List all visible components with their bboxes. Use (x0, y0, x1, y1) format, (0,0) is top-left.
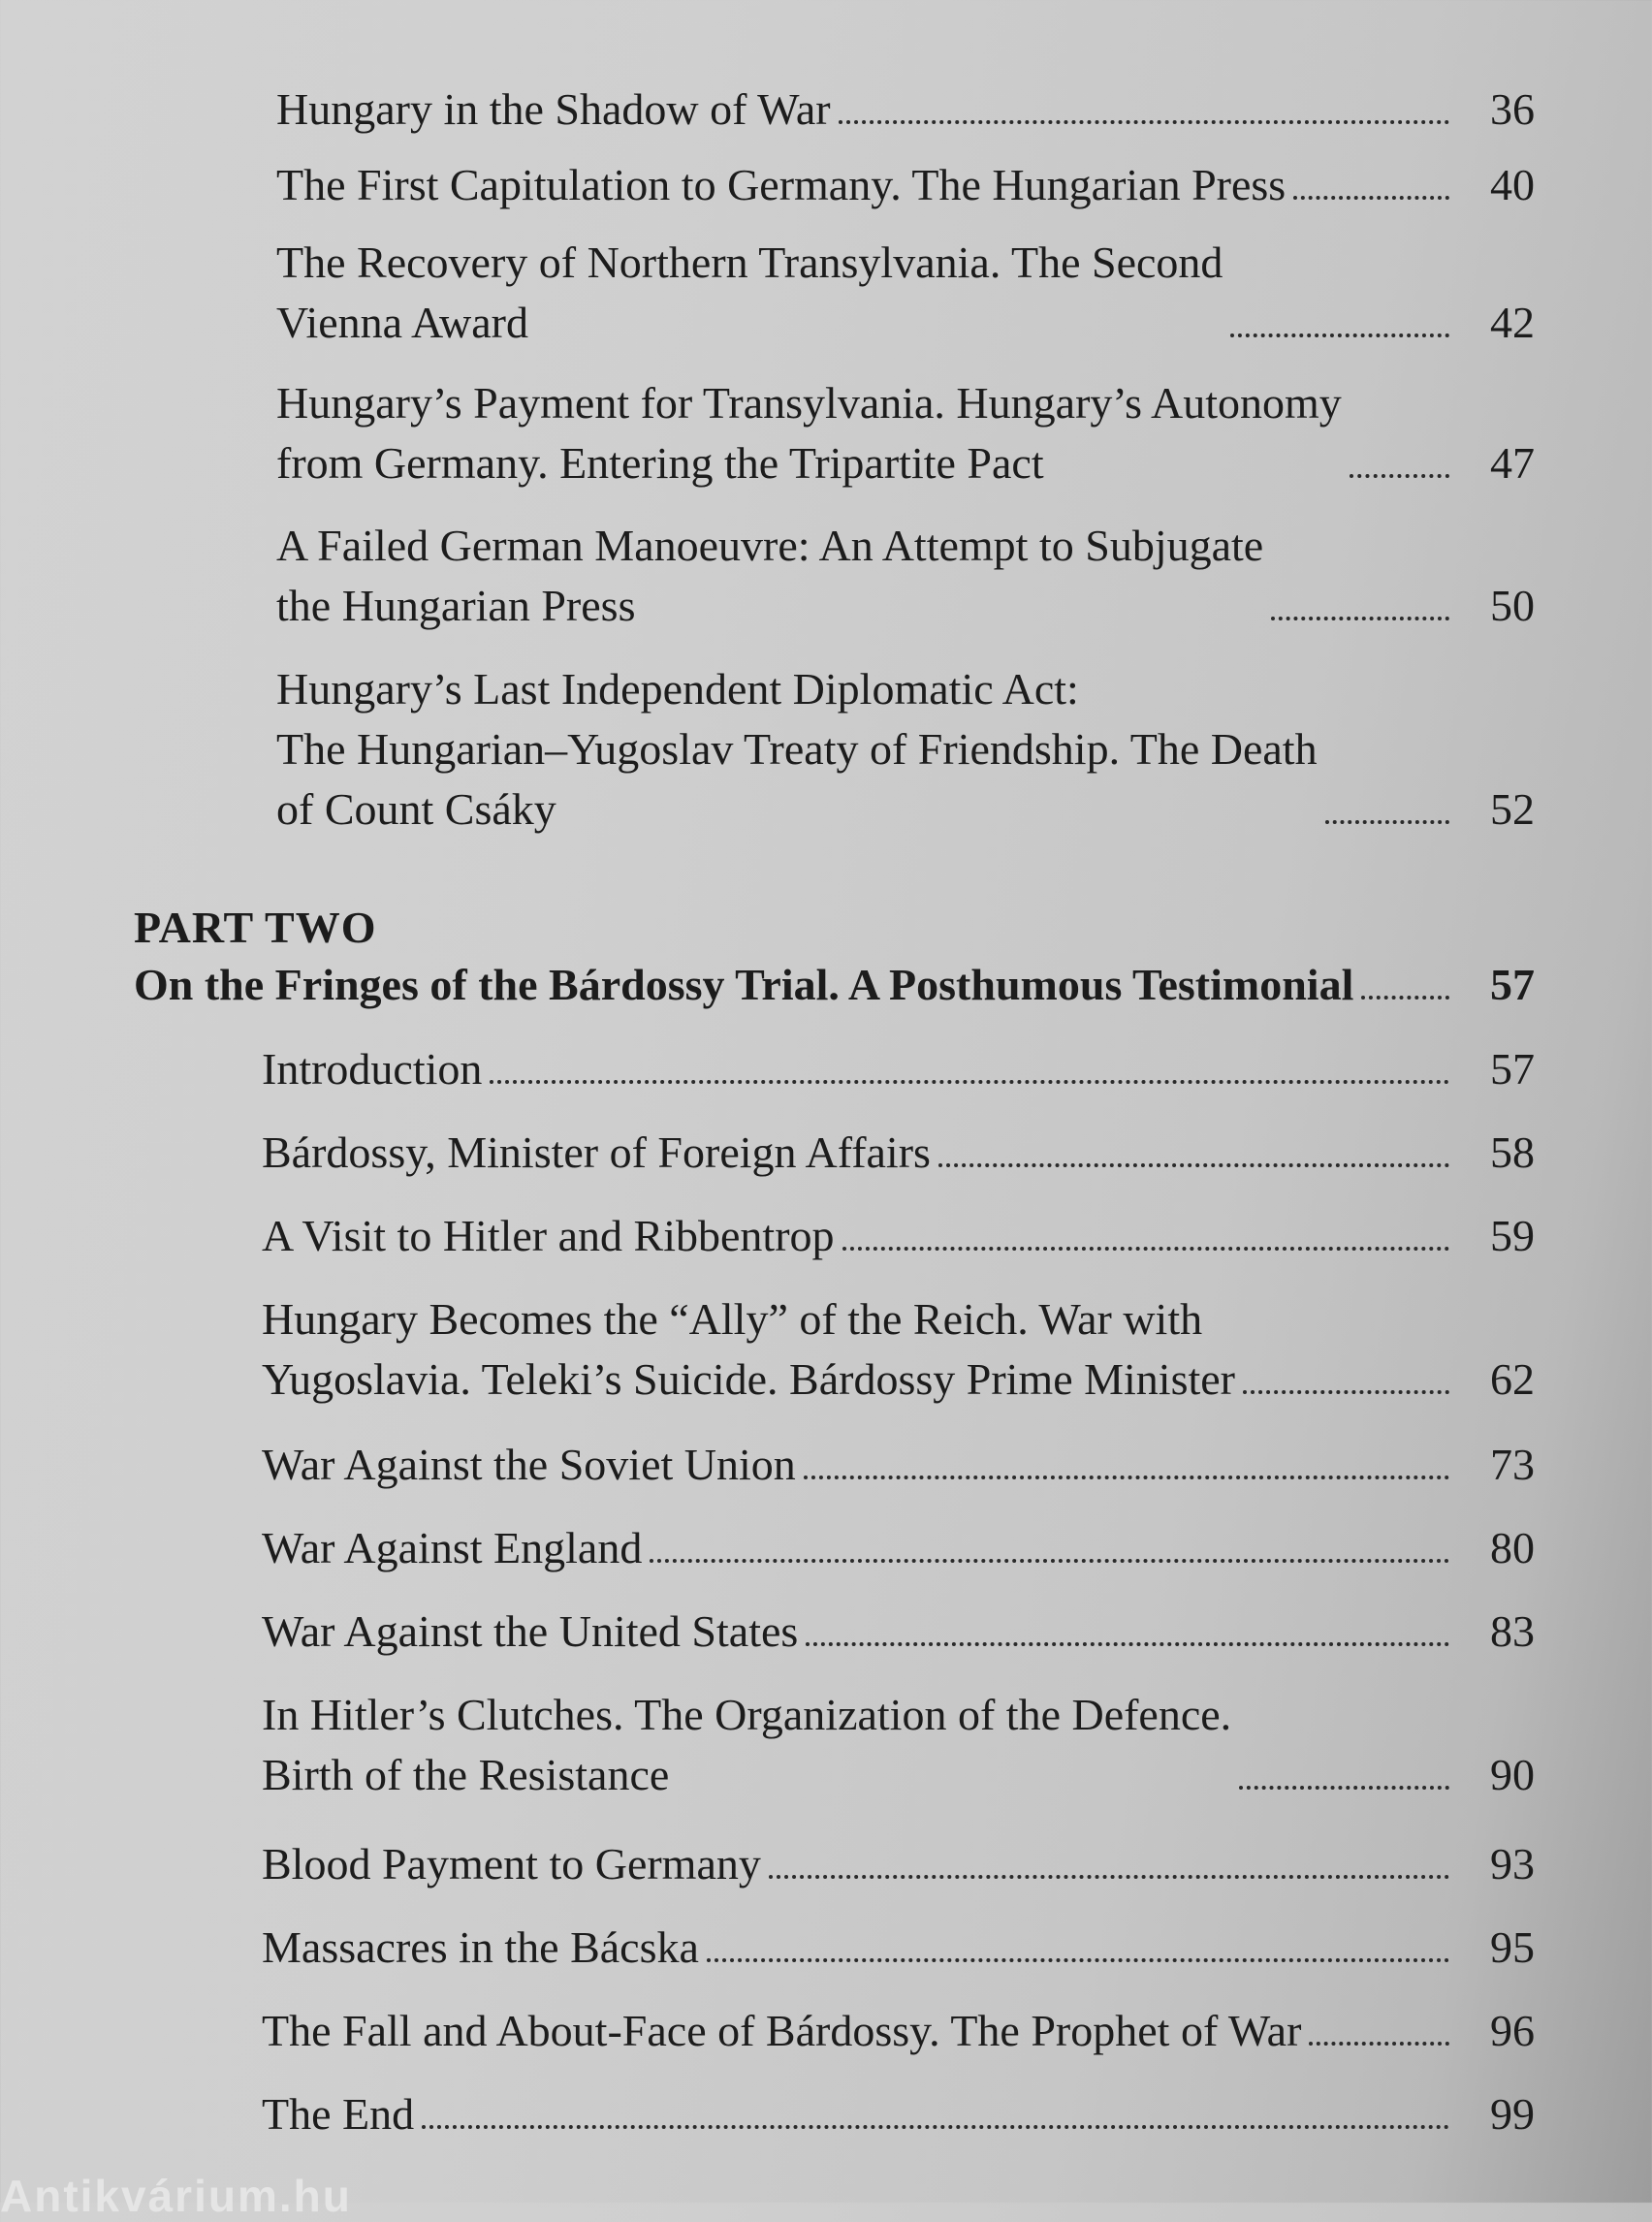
toc-entry (262, 2084, 1535, 2144)
dot-leader (769, 1875, 1449, 1879)
toc-entry (262, 1123, 1535, 1183)
toc-entry-title: Hungary’s Last Independent Diplomatic Act: (276, 664, 1079, 714)
toc-entry-title: Bárdossy, Minister of Foreign Affairs (262, 1127, 931, 1177)
toc-entry-page: 42 (1490, 298, 1535, 347)
toc-entry-title: War Against England (262, 1523, 643, 1572)
part-label: PART TWO (134, 903, 377, 952)
part-title-page: 57 (1490, 960, 1535, 1009)
toc-entry-title: A Visit to Hitler and Ribbentrop (262, 1211, 835, 1260)
dot-leader (1361, 996, 1449, 1000)
toc-entry-page: 52 (1490, 784, 1535, 834)
toc-entry-title: War Against the United States (262, 1606, 799, 1656)
dot-leader (650, 1559, 1449, 1563)
toc-entry (262, 1206, 1535, 1266)
toc-entry (276, 233, 1535, 353)
toc-entry-title-cont: the Hungarian Press (276, 581, 636, 630)
toc-entry (262, 1289, 1535, 1410)
toc-entry-title: The First Capitulation to Germany. The Hungarian Press (276, 160, 1287, 209)
toc-entry-page: 83 (1490, 1606, 1535, 1656)
toc-entry-page: 96 (1490, 2006, 1535, 2055)
toc-entry-title-cont: The Hungarian–Yugoslav Treaty of Friendship. The Death (276, 724, 1318, 774)
toc-entry-title-cont: Birth of the Resistance (262, 1750, 670, 1799)
toc-entry (262, 1918, 1535, 1978)
toc-entry-page: 80 (1490, 1523, 1535, 1572)
toc-entry (276, 155, 1535, 215)
watermark: Antikvárium.hu (0, 2171, 352, 2221)
dot-leader (842, 1247, 1449, 1251)
dot-leader (1271, 617, 1449, 620)
toc-entry-page: 59 (1490, 1211, 1535, 1260)
toc-entry (276, 373, 1535, 493)
toc-entry-title: The End (262, 2089, 415, 2139)
dot-leader (1230, 333, 1449, 337)
toc-entry-page: 36 (1490, 84, 1535, 134)
toc-entry-page: 73 (1490, 1440, 1535, 1489)
toc-entry-page: 90 (1490, 1750, 1535, 1799)
toc-entry-title: In Hitler’s Clutches. The Organization of the Defence. (262, 1690, 1232, 1739)
toc-entry-title-cont: Yugoslavia. Teleki’s Suicide. Bárdossy Prime Minister (262, 1354, 1236, 1404)
toc-entry (276, 79, 1535, 140)
toc-entry-title: War Against the Soviet Union (262, 1440, 796, 1489)
dot-leader (422, 2125, 1449, 2129)
toc-entry-title: Massacres in the Bácska (262, 1922, 699, 1972)
toc-entry-title: Hungary’s Payment for Transylvania. Hungary’s Autonomy (276, 378, 1342, 428)
dot-leader (707, 1958, 1449, 1962)
toc-entry-page: 50 (1490, 581, 1535, 630)
toc-entry-title-cont: of Count Csáky (276, 784, 556, 834)
toc-entry-page: 40 (1490, 160, 1535, 209)
toc-entry-page: 58 (1490, 1127, 1535, 1177)
toc-entry-title: Blood Payment to Germany (262, 1839, 761, 1889)
dot-leader (806, 1642, 1449, 1646)
toc-entry-page: 99 (1490, 2089, 1535, 2139)
dot-leader (1239, 1786, 1449, 1790)
toc-entry-title: A Failed German Manoeuvre: An Attempt to Subjugate (276, 521, 1264, 570)
toc-entry (262, 1834, 1535, 1894)
toc-entry-page: 62 (1490, 1354, 1535, 1404)
dot-leader (804, 1476, 1449, 1479)
toc-entry-title: Hungary in the Shadow of War (276, 84, 831, 134)
toc-entry-title: Hungary Becomes the “Ally” of the Reich. War with (262, 1294, 1203, 1344)
toc-entry (262, 2001, 1535, 2061)
dot-leader (1309, 2042, 1449, 2046)
toc-entry-page: 57 (1490, 1044, 1535, 1094)
dot-leader (1243, 1390, 1449, 1394)
toc-entry (262, 1685, 1535, 1805)
dot-leader (938, 1163, 1449, 1167)
toc-entry (262, 1602, 1535, 1662)
dot-leader (839, 120, 1449, 124)
dot-leader (490, 1080, 1449, 1084)
toc-entry-page: 93 (1490, 1839, 1535, 1889)
toc-entry-title-cont: from Germany. Entering the Tripartite Pact (276, 438, 1044, 488)
dot-leader (1293, 196, 1449, 200)
toc-entry-page: 47 (1490, 438, 1535, 488)
toc-entry-title: The Recovery of Northern Transylvania. The Second (276, 238, 1223, 287)
toc-entry (262, 1435, 1535, 1495)
dot-leader (1350, 474, 1449, 478)
toc-entry (276, 659, 1535, 840)
toc-entry (262, 1039, 1535, 1099)
toc-entry-title: The Fall and About-Face of Bárdossy. The Prophet of War (262, 2006, 1302, 2055)
part-title: On the Fringes of the Bárdossy Trial. A Posthumous Testimonial (134, 960, 1354, 1009)
part-title-entry (134, 955, 1535, 1015)
toc-entry (262, 1518, 1535, 1578)
toc-entry-page: 95 (1490, 1922, 1535, 1972)
toc-entry-title-cont: Vienna Award (276, 298, 528, 347)
toc-entry (276, 516, 1535, 636)
dot-leader (1325, 820, 1449, 824)
toc-entry-title: Introduction (262, 1044, 483, 1094)
